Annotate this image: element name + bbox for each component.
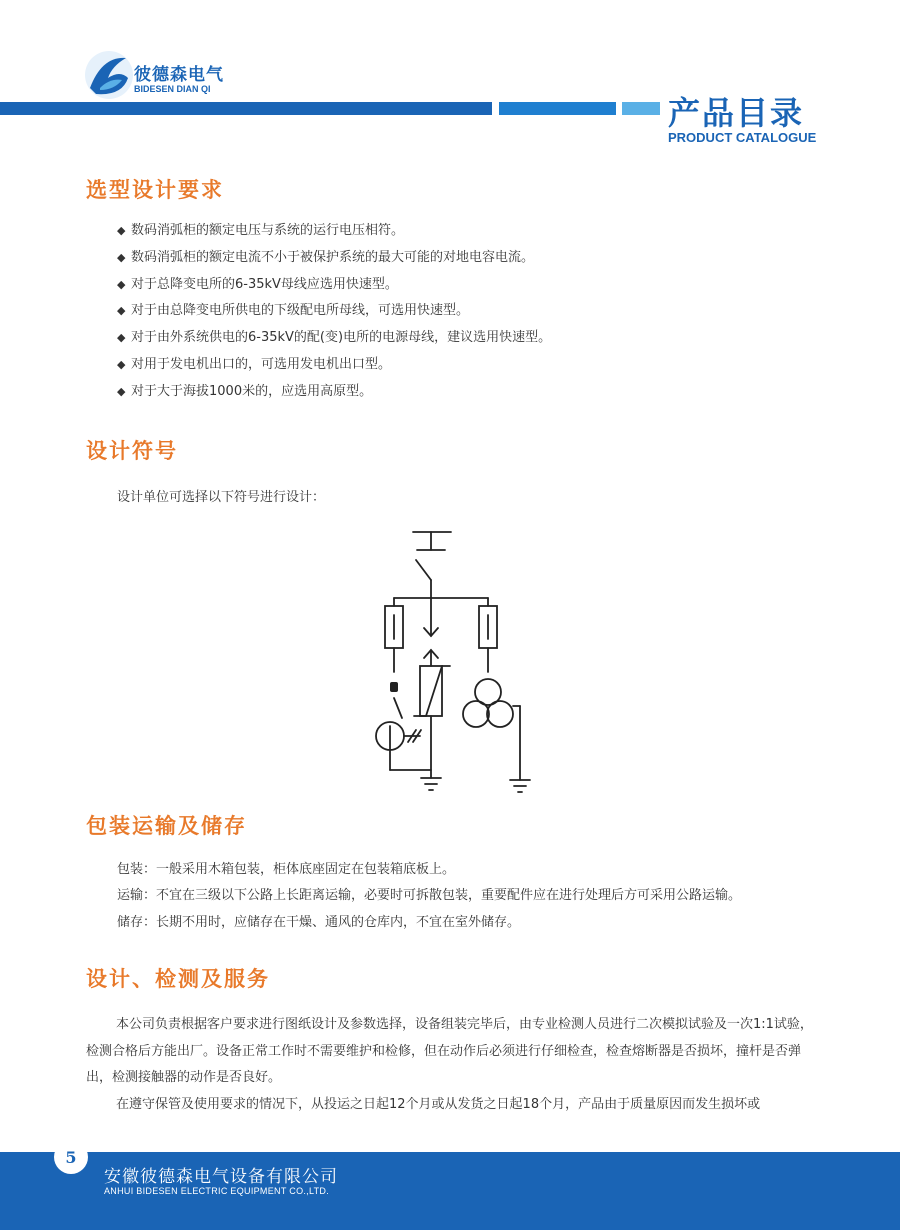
- symbol-intro-text: 设计单位可选择以下符号进行设计：: [117, 490, 326, 505]
- list-item: ◆ 对于由总降变电所供电的下级配电所母线，可选用快速型。: [117, 303, 470, 319]
- header-bar-light: [622, 102, 660, 115]
- service-paragraph-2: 在遵守保管及使用要求的情况下，从投运之日起12个月或从发货之日起18个月，产品由于质量原因而发生损坏或: [116, 1096, 761, 1112]
- list-item: ◆ 对于大于海拔1000米的，应选用高原型。: [117, 383, 373, 399]
- service-body: [86, 1012, 816, 1118]
- transformer-coil-left: [463, 701, 489, 727]
- transformer-coil-right: [487, 701, 513, 727]
- contactor-switch-blade: [394, 698, 402, 718]
- list-item: ◆ 对于总降变电所的6-35kV母线应选用快速型。: [117, 276, 398, 292]
- list-item: ◆ 数码消弧柜的额定电压与系统的运行电压相符。: [117, 223, 405, 238]
- page-number: 5: [54, 1140, 88, 1174]
- logo-b-icon: [82, 48, 136, 102]
- company-logo: [82, 48, 242, 104]
- list-item: ◆ 对用于发电机出口的，可选用发电机出口型。: [117, 356, 392, 372]
- footer-company-cn: 安徽彼德森电气设备有限公司: [104, 1167, 338, 1187]
- storage-line: 储存：长期不用时，应储存在干燥、通风的仓库内，不宜在室外储存。: [117, 915, 521, 930]
- disconnect-switch-blade: [416, 560, 431, 580]
- list-item: ◆ 数码消弧柜的额定电流不小于被保护系统的最大可能的对地电容电流。: [117, 249, 535, 265]
- section-title-selection: 选型设计要求: [86, 178, 224, 202]
- transport-line: 运输：不宜在三级以下公路上长距离运输，必要时可拆散包装，重要配件应在进行处理后方可采用公路运输。: [117, 888, 742, 903]
- selection-requirements-list: [117, 222, 817, 410]
- packaging-line: 包装：一般采用木箱包装，柜体底座固定在包装箱底板上。: [117, 862, 456, 877]
- catalogue-title-cn: 产品目录: [668, 94, 805, 132]
- section-title-service: 设计、检测及服务: [86, 967, 270, 991]
- logo-text-en: BIDESEN DIAN QI: [134, 84, 211, 94]
- diamond-bullet-icon: ◆: [117, 224, 126, 237]
- section-title-symbol: 设计符号: [86, 439, 178, 463]
- contactor-contact-icon: [390, 682, 398, 692]
- catalogue-title-en: PRODUCT CATALOGUE: [668, 130, 817, 145]
- list-item: ◆ 对于由外系统供电的6-35kV的配(变)电所的电源母线，建议选用快速型。: [117, 330, 552, 346]
- diamond-bullet-icon: ◆: [117, 250, 126, 264]
- diamond-bullet-icon: ◆: [117, 331, 126, 345]
- diamond-bullet-icon: ◆: [117, 384, 126, 398]
- circuit-symbol-diagram: [360, 522, 540, 804]
- diamond-bullet-icon: ◆: [117, 357, 126, 371]
- section-title-packaging: 包装运输及储存: [86, 814, 247, 838]
- header-bar-dark: [0, 102, 492, 115]
- footer-company-en: ANHUI BIDESEN ELECTRIC EQUIPMENT CO.,LTD.: [104, 1186, 329, 1196]
- diamond-bullet-icon: ◆: [117, 277, 126, 291]
- header-bar-mid: [499, 102, 616, 115]
- logo-text-cn: 彼德森电气: [134, 65, 224, 85]
- diamond-bullet-icon: ◆: [117, 304, 126, 318]
- service-paragraph-1: 本公司负责根据客户要求进行图纸设计及参数选择，设备组装完毕后，由专业检测人员进行二次模拟试验及一次1:1试验，检测合格后方能出厂。设备正常工作时不需要维护和检修，但在动作后必须进行仔细检查，检查熔断器是否损坏，撞杆是否弹出，检测接触器的动作是否良好。: [86, 1017, 813, 1085]
